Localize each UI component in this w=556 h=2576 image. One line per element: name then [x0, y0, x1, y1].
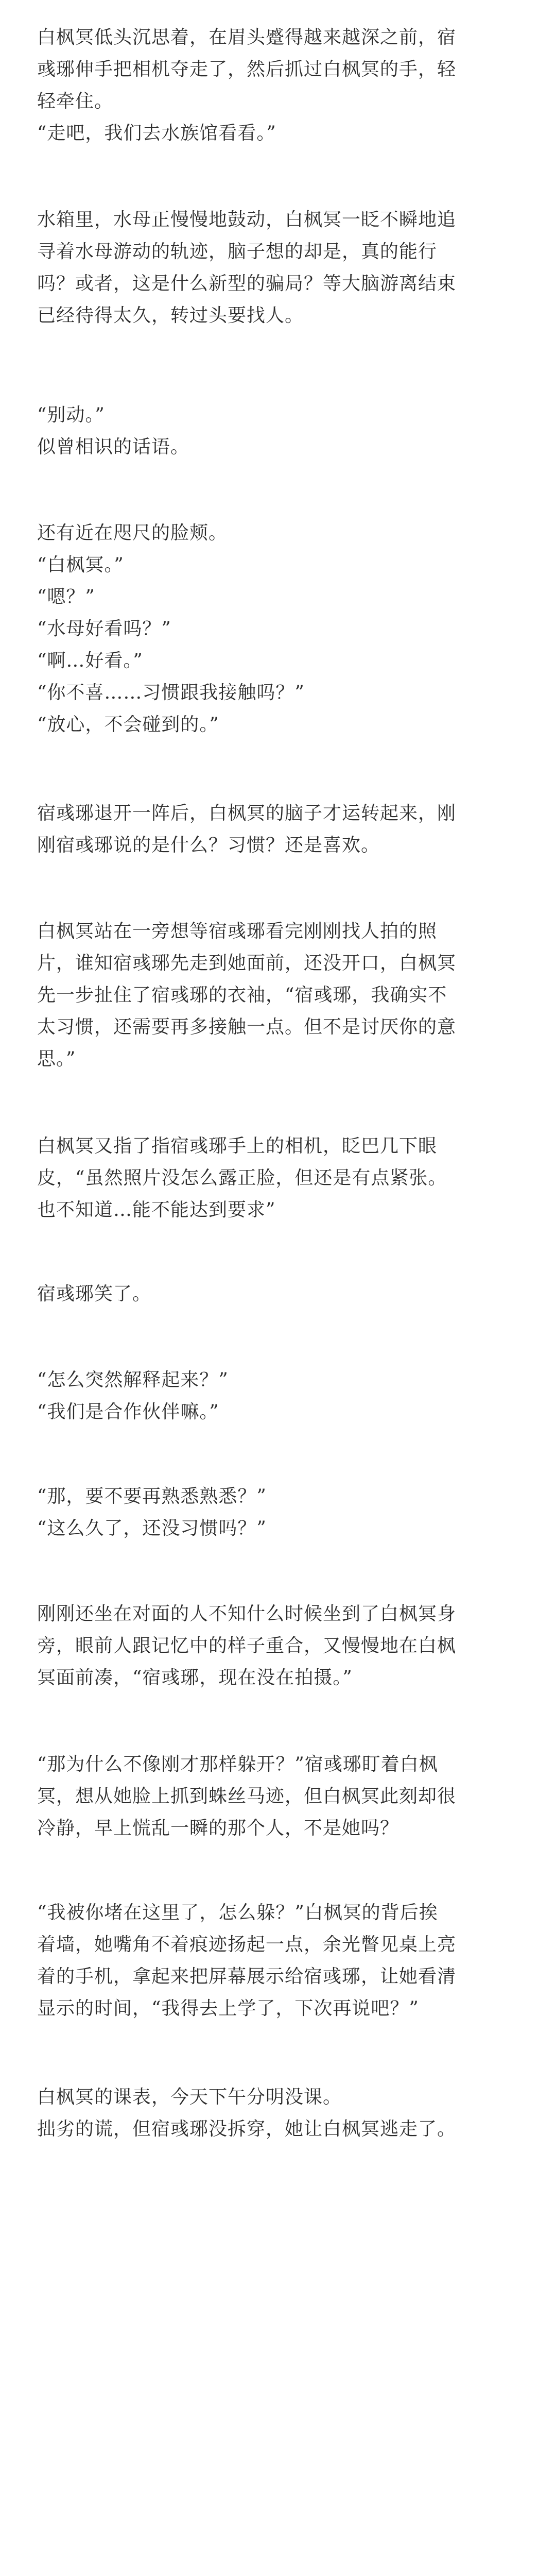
text-line: 似曾相识的话语。	[37, 436, 190, 457]
text-line: “啊…好看。”	[37, 650, 143, 671]
text-line: 吗？或者，这是什么新型的骗局？等大脑游离结束	[37, 273, 457, 294]
text-line: “你不喜……习惯跟我接触吗？”	[37, 682, 305, 703]
paragraph	[37, 916, 525, 1075]
text-line: “走吧，我们去水族馆看看。”	[37, 123, 276, 144]
text-line: “嗯？”	[37, 586, 95, 607]
text-line: 白枫冥又指了指宿彧琊手上的相机，眨巴几下眼	[37, 1136, 438, 1157]
text-line: 皮，“虽然照片没怎么露正脸，但还是有点紧张。	[37, 1167, 447, 1189]
text-line: 刚刚还坐在对面的人不知什么时候坐到了白枫冥身	[37, 1603, 457, 1624]
text-line: 轻牵住。	[37, 91, 114, 112]
text-line: “水母好看吗？”	[37, 618, 171, 639]
paragraph	[37, 399, 525, 463]
text-line: 宿彧琊退开一阵后，白枫冥的脑子才运转起来，刚	[37, 803, 457, 824]
paragraph	[37, 1278, 525, 1310]
text-line: 拙劣的谎，但宿彧琊没拆穿，她让白枫冥逃走了。	[37, 2119, 457, 2140]
paragraph	[37, 204, 525, 332]
text-line: 白枫冥的课表，今天下午分明没课。	[37, 2087, 342, 2108]
text-line: 先一步扯住了宿彧琊的衣袖，“宿彧琊，我确实不	[37, 985, 447, 1006]
text-line: 白枫冥低头沉思着，在眉头蹙得越来越深之前，宿	[37, 27, 457, 48]
text-line: 冥面前凑，“宿彧琊，现在没在拍摄。”	[37, 1667, 353, 1688]
paragraph	[37, 22, 525, 149]
text-line: 片，谁知宿彧琊先走到她面前，还没开口，白枫冥	[37, 953, 457, 974]
text-line: 刚宿彧琊说的是什么？习惯？还是喜欢。	[37, 835, 380, 856]
text-line: “那，要不要再熟悉熟悉？”	[37, 1486, 267, 1507]
text-line: “我们是合作伙伴嘛。”	[37, 1401, 219, 1422]
text-line: 着墙，她嘴角不着痕迹扬起一点，余光瞥见桌上亮	[37, 1934, 457, 1955]
paragraph	[37, 1130, 525, 1226]
text-line: 显示的时间，“我得去上学了，下次再说吧？”	[37, 1998, 419, 2019]
text-line: “别动。”	[37, 404, 105, 426]
text-line: 冥，想从她脸上抓到蛛丝马迹，但白枫冥此刻却很	[37, 1786, 457, 1807]
paragraph	[37, 1598, 525, 1694]
text-line: 着的手机，拿起来把屏幕展示给宿彧琊，让她看清	[37, 1966, 457, 1987]
paragraph	[37, 1897, 525, 2025]
paragraph	[37, 1481, 525, 1545]
paragraph	[37, 517, 525, 741]
text-line: 思。”	[37, 1048, 76, 1070]
paragraph	[37, 1749, 525, 1844]
text-line: 冷静，早上慌乱一瞬的那个人，不是她吗？	[37, 1818, 399, 1839]
text-line: 宿彧琊笑了。	[37, 1283, 152, 1304]
text-line: 太习惯，还需要再多接触一点。但不是讨厌你的意	[37, 1016, 457, 1038]
text-line: “那为什么不像刚才那样躲开？”宿彧琊盯着白枫	[37, 1754, 438, 1775]
text-line: “放心，不会碰到的。”	[37, 714, 219, 735]
text-line: 还有近在咫尺的脸颊。	[37, 522, 228, 544]
text-line: 水箱里，水母正慢慢地鼓动，白枫冥一眨不瞬地追	[37, 209, 457, 230]
text-line: 旁，眼前人跟记忆中的样子重合，又慢慢地在白枫	[37, 1635, 457, 1656]
text-line: 也不知道…能不能达到要求”	[37, 1199, 276, 1221]
text-line: “白枫冥。”	[37, 554, 124, 575]
text-line: “我被你堵在这里了，怎么躲？”白枫冥的背后挨	[37, 1902, 438, 1923]
text-line: 白枫冥站在一旁想等宿彧琊看完刚刚找人拍的照	[37, 921, 438, 942]
text-line: “这么久了，还没习惯吗？”	[37, 1518, 267, 1539]
text-line: 彧琊伸手把相机夺走了，然后抓过白枫冥的手，轻	[37, 59, 457, 80]
paragraph	[37, 1364, 525, 1428]
text-line: 已经待得太久，转过头要找人。	[37, 305, 304, 326]
text-line: “怎么突然解释起来？”	[37, 1369, 229, 1391]
paragraph	[37, 2081, 525, 2145]
text-line: 寻着水母游动的轨迹，脑子想的却是，真的能行	[37, 241, 438, 262]
paragraph	[37, 798, 525, 861]
